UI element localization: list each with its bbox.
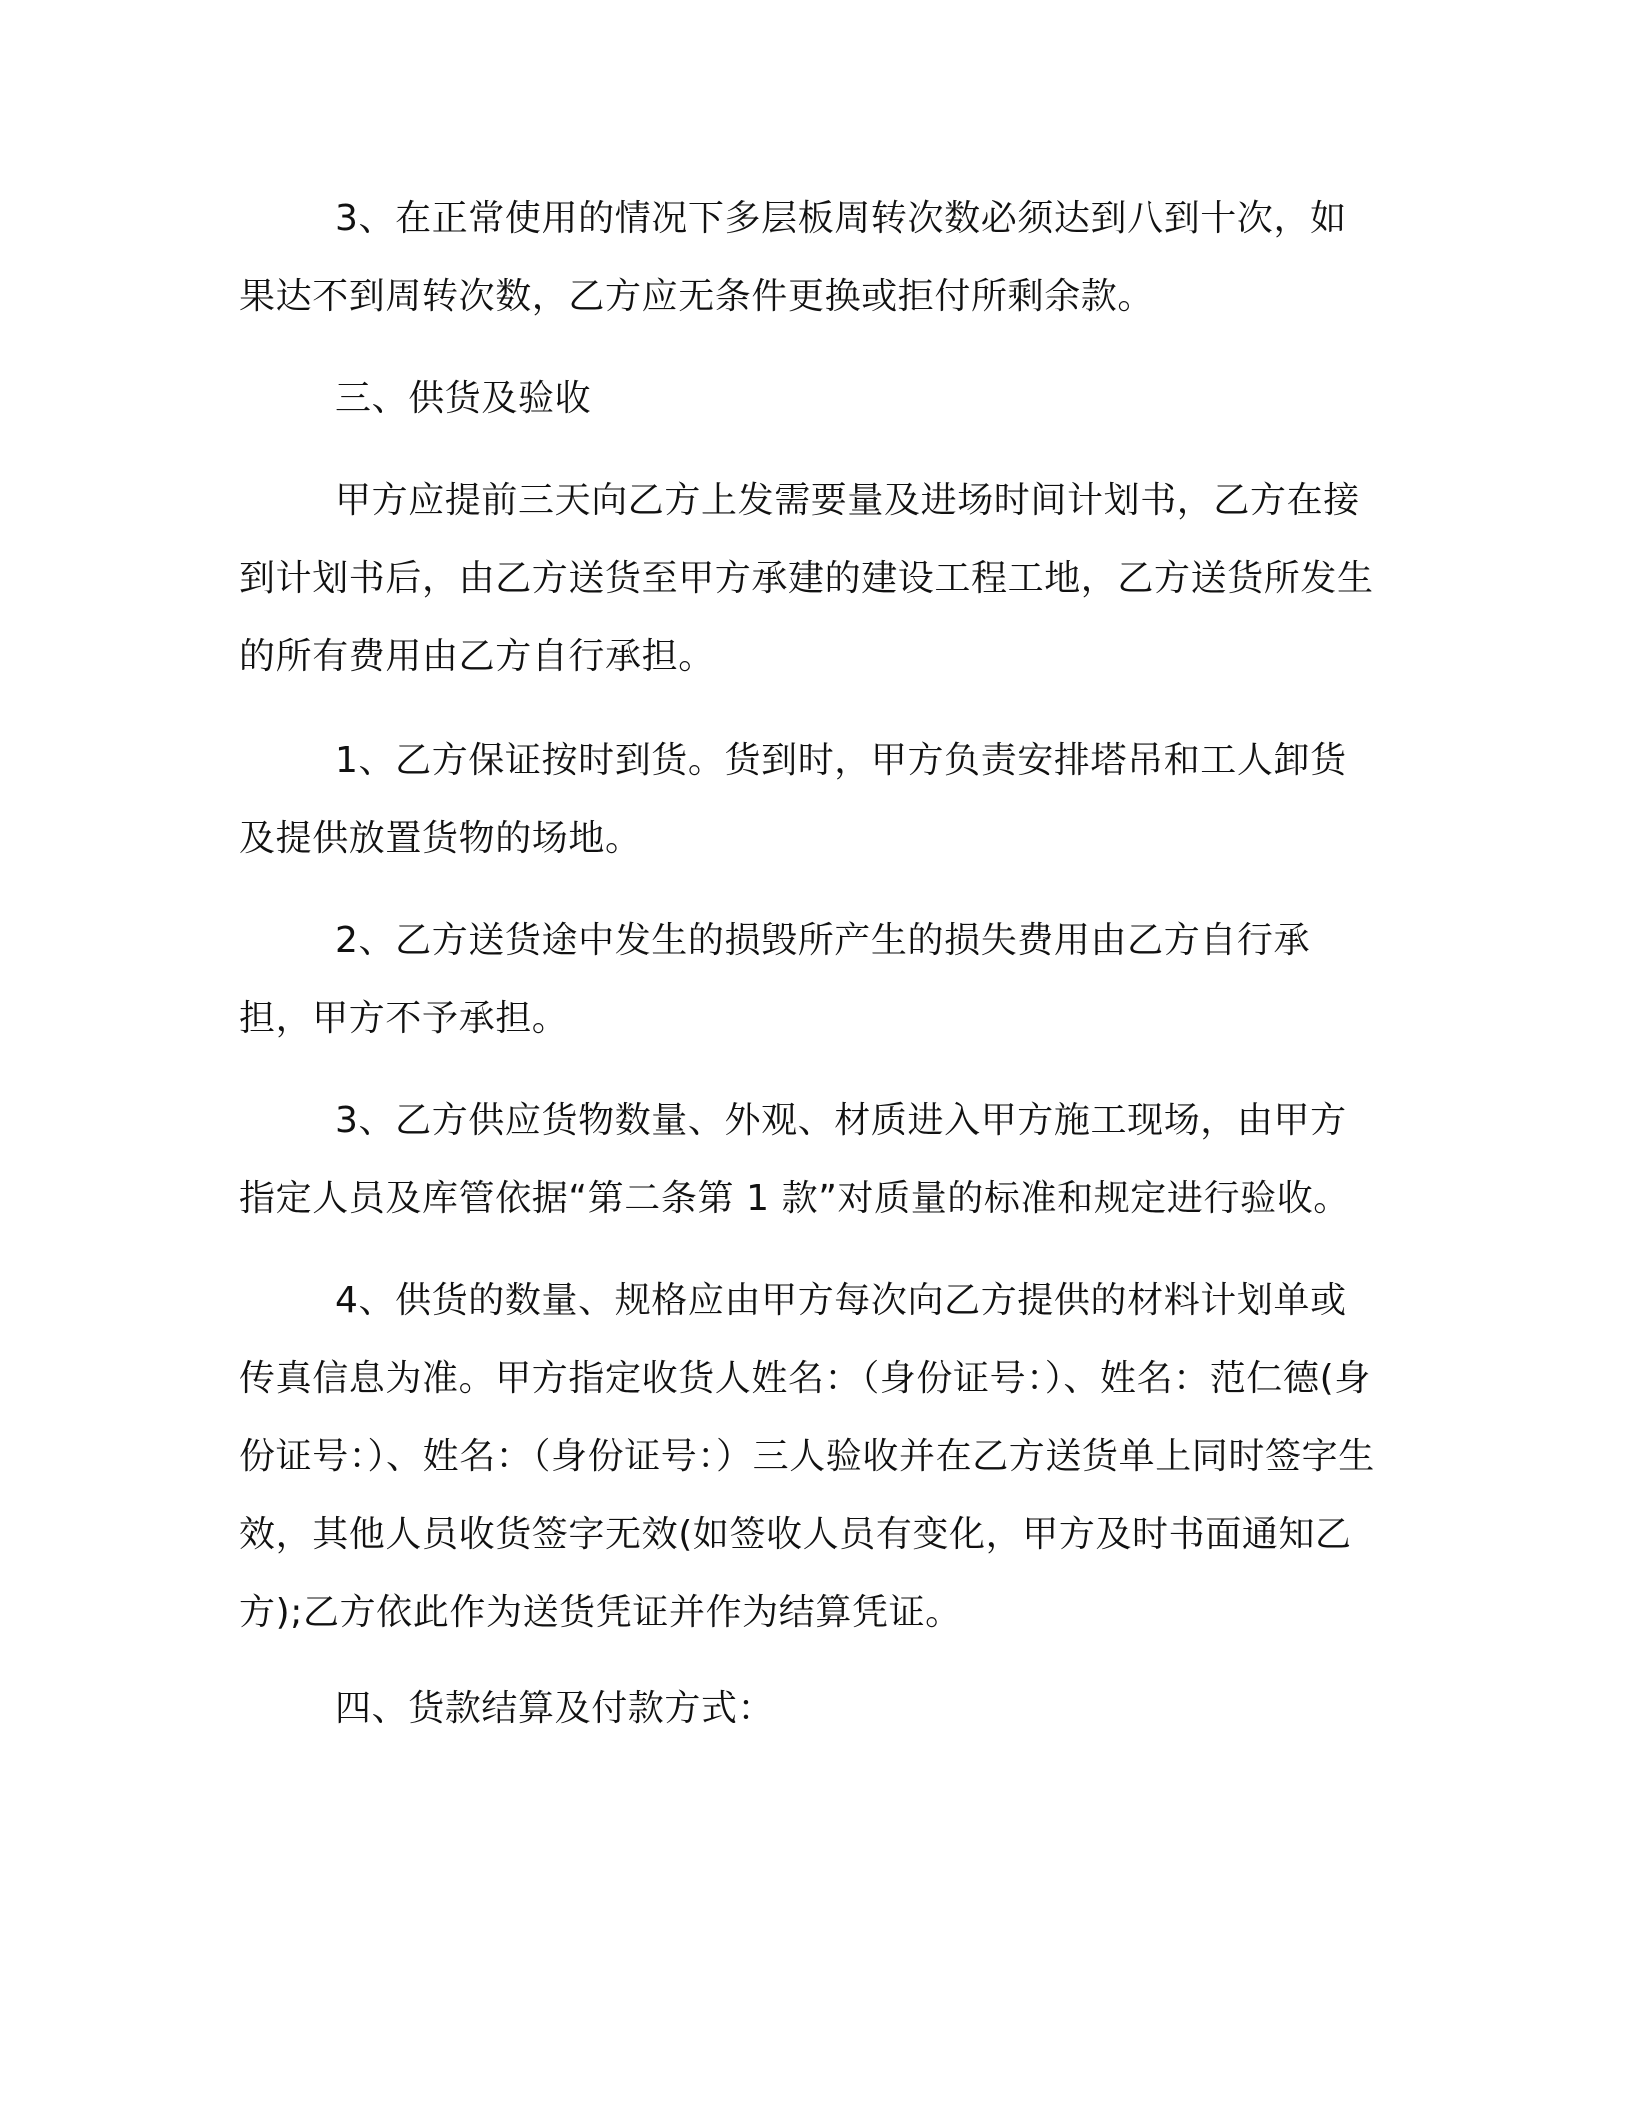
paragraph-clause-2-damage: 2、乙方送货途中发生的损毁所产生的损失费用由乙方自行承担，甲方不予承担。 — [239, 920, 1311, 1039]
section-heading-supply-acceptance: 三、供货及验收 — [335, 378, 592, 419]
section-heading-payment: 四、货款结算及付款方式： — [335, 1688, 775, 1729]
paragraph-clause-4-receipt: 4、供货的数量、规格应由甲方每次向乙方提供的材料计划单或传真信息为准。甲方指定收货人姓名：（身份证号：）、姓名：范仁德(身份证号：）、姓名：（身份证号：）三人验收并在乙方送货单上同时签字生效，其他人员收货签字无效(如签收人员有变化，甲方及时书面通知乙方);乙方依此作为送货凭证并作为结算凭证。 — [239, 1280, 1375, 1633]
paragraph-clause-3-inspection: 3、乙方供应货物数量、外观、材质进入甲方施工现场，由甲方指定人员及库管依据“第二条第 1 款”对质量的标准和规定进行验收。 — [239, 1100, 1350, 1219]
paragraph-supply-plan: 甲方应提前三天向乙方上发需要量及进场时间计划书，乙方在接到计划书后，由乙方送货至甲方承建的建设工程工地，乙方送货所发生的所有费用由乙方自行承担。 — [239, 480, 1374, 677]
paragraph-clause-3-turnover: 3、在正常使用的情况下多层板周转次数必须达到八到十次，如果达不到周转次数，乙方应无条件更换或拒付所剩余款。 — [239, 198, 1347, 317]
paragraph-clause-1-delivery: 1、乙方保证按时到货。货到时，甲方负责安排塔吊和工人卸货及提供放置货物的场地。 — [239, 740, 1347, 859]
